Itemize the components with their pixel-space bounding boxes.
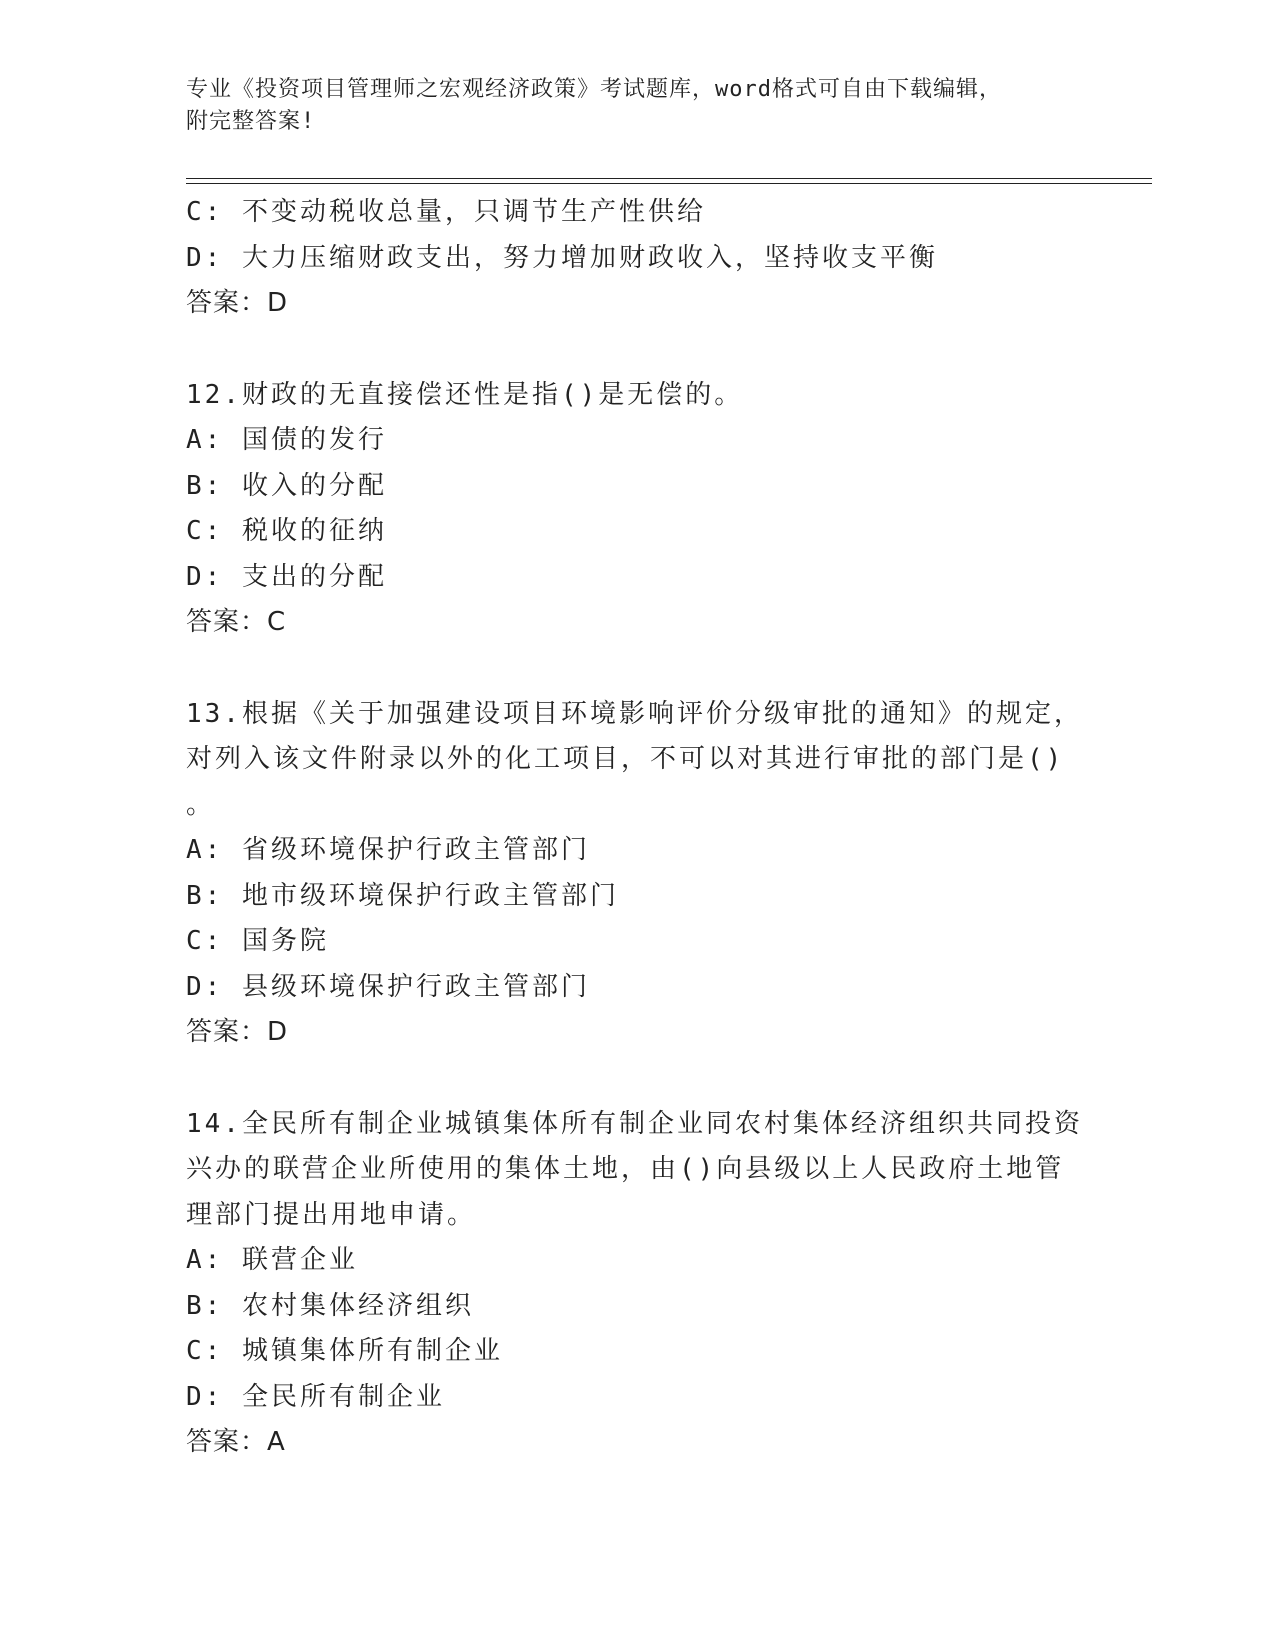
question-stem: 理部门提出用地申请。 — [186, 1199, 477, 1230]
header-line-1: 专业《投资项目管理师之宏观经济政策》考试题库，word格式可自由下载编辑， — [186, 77, 1002, 102]
question-stem: 对列入该文件附录以外的化工项目，不可以对其进行审批的部门是() — [186, 744, 1065, 774]
option-d: D: 县级环境保护行政主管部门 — [186, 971, 590, 1002]
question-stem: 。 — [186, 789, 216, 820]
question-stem: 14.全民所有制企业城镇集体所有制企业同农村集体经济组织共同投资 — [186, 1108, 1083, 1139]
option-c: C: 国务院 — [186, 926, 329, 956]
option-d: D: 大力压缩财政支出，努力增加财政收入，坚持收支平衡 — [186, 242, 938, 273]
question-13 — [186, 692, 1086, 1056]
option-b: B: 农村集体经济组织 — [186, 1290, 474, 1321]
option-b: B: 收入的分配 — [186, 470, 387, 501]
header-divider-top — [186, 178, 1152, 179]
question-12 — [186, 373, 1086, 646]
header-line-2: 附完整答案! — [186, 109, 316, 134]
option-c: C: 税收的征纳 — [186, 516, 387, 546]
header-divider-bottom — [186, 183, 1152, 184]
option-a: A: 省级环境保护行政主管部门 — [186, 835, 590, 865]
option-d: D: 全民所有制企业 — [186, 1381, 445, 1412]
option-c: C: 不变动税收总量，只调节生产性供给 — [186, 197, 706, 227]
question-stem: 13.根据《关于加强建设项目环境影响评价分级审批的通知》的规定， — [186, 698, 1083, 729]
option-a: A: 联营企业 — [186, 1245, 358, 1275]
option-a: A: 国债的发行 — [186, 425, 387, 455]
question-stem: 12.财政的无直接偿还性是指()是无偿的。 — [186, 379, 744, 410]
question-list — [186, 190, 1086, 1466]
option-d: D: 支出的分配 — [186, 561, 387, 592]
question-11-partial — [186, 190, 1086, 327]
answer: 答案：D — [186, 1017, 289, 1047]
question-stem: 兴办的联营企业所使用的集体土地，由()向县级以上人民政府土地管 — [186, 1154, 1065, 1184]
option-b: B: 地市级环境保护行政主管部门 — [186, 880, 619, 911]
question-14 — [186, 1102, 1086, 1466]
answer: 答案：C — [186, 607, 287, 637]
option-c: C: 城镇集体所有制企业 — [186, 1336, 503, 1366]
answer: 答案：D — [186, 288, 289, 318]
answer: 答案：A — [186, 1427, 286, 1457]
document-header — [186, 74, 1066, 138]
